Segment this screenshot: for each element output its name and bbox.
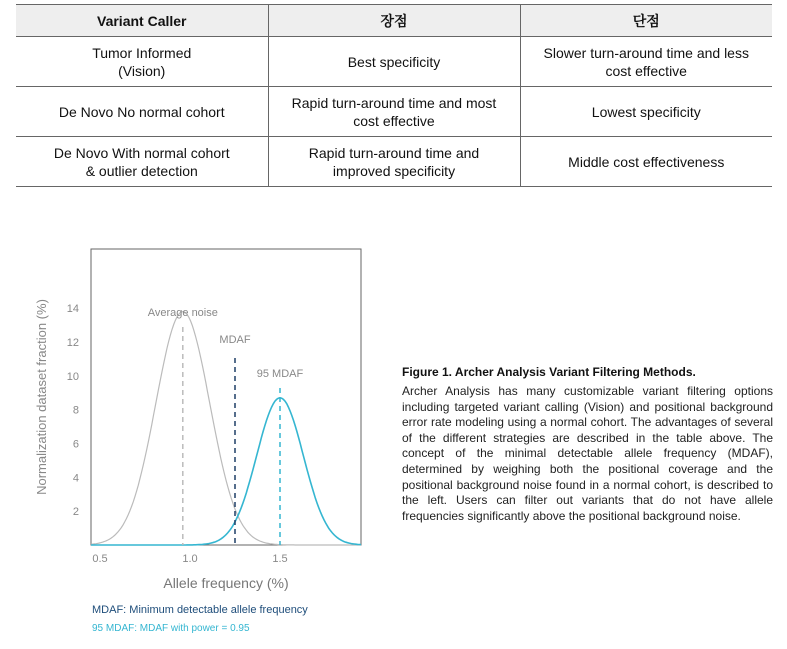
y-tick-label: 2: [72, 506, 79, 519]
y-axis-label: Normalization dataset fraction (%): [34, 299, 49, 495]
table-row: [16, 87, 772, 137]
caption-title: Figure 1. Archer Analysis Variant Filtering Methods.: [402, 365, 696, 379]
table-cell: [16, 137, 268, 187]
y-tick-label: 4: [72, 472, 79, 485]
figure-caption: [402, 365, 773, 524]
legend-mdaf: MDAF: Minimum detectable allele frequency: [92, 604, 308, 616]
cell-text: Rapid turn-around time and most cost effective: [291, 94, 497, 129]
cell-text: Best specificity: [347, 53, 441, 70]
table-cell: [520, 137, 772, 187]
table-header-row: [16, 5, 772, 37]
cell-text: Rapid turn-around time and improved specificity: [308, 144, 480, 179]
x-tick-label: 0.5: [92, 553, 108, 565]
table-cell: [268, 37, 520, 87]
vline-label-0: Average noise: [147, 307, 218, 319]
table-cell: [268, 137, 520, 187]
cell-text: Slower turn-around time and less cost effective: [543, 44, 749, 79]
y-tick-label: 8: [72, 404, 79, 417]
header-variant-caller: Variant Caller: [16, 5, 268, 37]
comparison-table: [16, 4, 772, 187]
table-cell: [520, 37, 772, 87]
table-cell: [16, 87, 268, 137]
y-tick-label: 12: [66, 337, 79, 350]
header-advantages: 장점: [268, 5, 520, 37]
cell-text: Middle cost effectiveness: [568, 153, 725, 170]
vline-label-1: MDAF: [219, 334, 251, 346]
vline-label-2: 95 MDAF: [256, 368, 304, 380]
x-tick-label: 1.5: [272, 553, 288, 565]
cell-text: Lowest specificity: [591, 103, 701, 120]
caption-body: Archer Analysis has many customizable variant filtering options including targeted variant calling (Vision) and positional background error rate modeling using a normal cohort. The advantages of several of the different strategies are described in the table above. The concept of the minimal detectable allele frequency (MDAF), determined by weighing both the positional coverage and the positional background noise found in a normal cohort, is described to the left. Users can filter out variants that do not have allele frequencies significantly above the positional background noise.: [402, 384, 773, 523]
cell-text: De Novo With normal cohort & outlier detection: [53, 144, 230, 179]
y-tick-label: 10: [66, 370, 79, 383]
y-tick-label: 14: [66, 303, 79, 316]
legend-95-mdaf: 95 MDAF: MDAF with power = 0.95: [92, 623, 250, 634]
allele-frequency-chart: [0, 240, 400, 600]
cell-text: Tumor Informed (Vision): [92, 44, 192, 79]
table-cell: [16, 37, 268, 87]
cell-text: De Novo No normal cohort: [58, 103, 225, 120]
mdaf-power-curve: [91, 398, 361, 545]
y-tick-label: 6: [72, 438, 79, 451]
x-tick-label: 1.0: [182, 553, 198, 565]
table-row: [16, 37, 772, 87]
header-disadvantages: 단점: [520, 5, 772, 37]
table-row: [16, 137, 772, 187]
x-axis-label: Allele frequency (%): [163, 575, 289, 591]
table-cell: [268, 87, 520, 137]
plot-frame: [91, 249, 361, 545]
table-cell: [520, 87, 772, 137]
